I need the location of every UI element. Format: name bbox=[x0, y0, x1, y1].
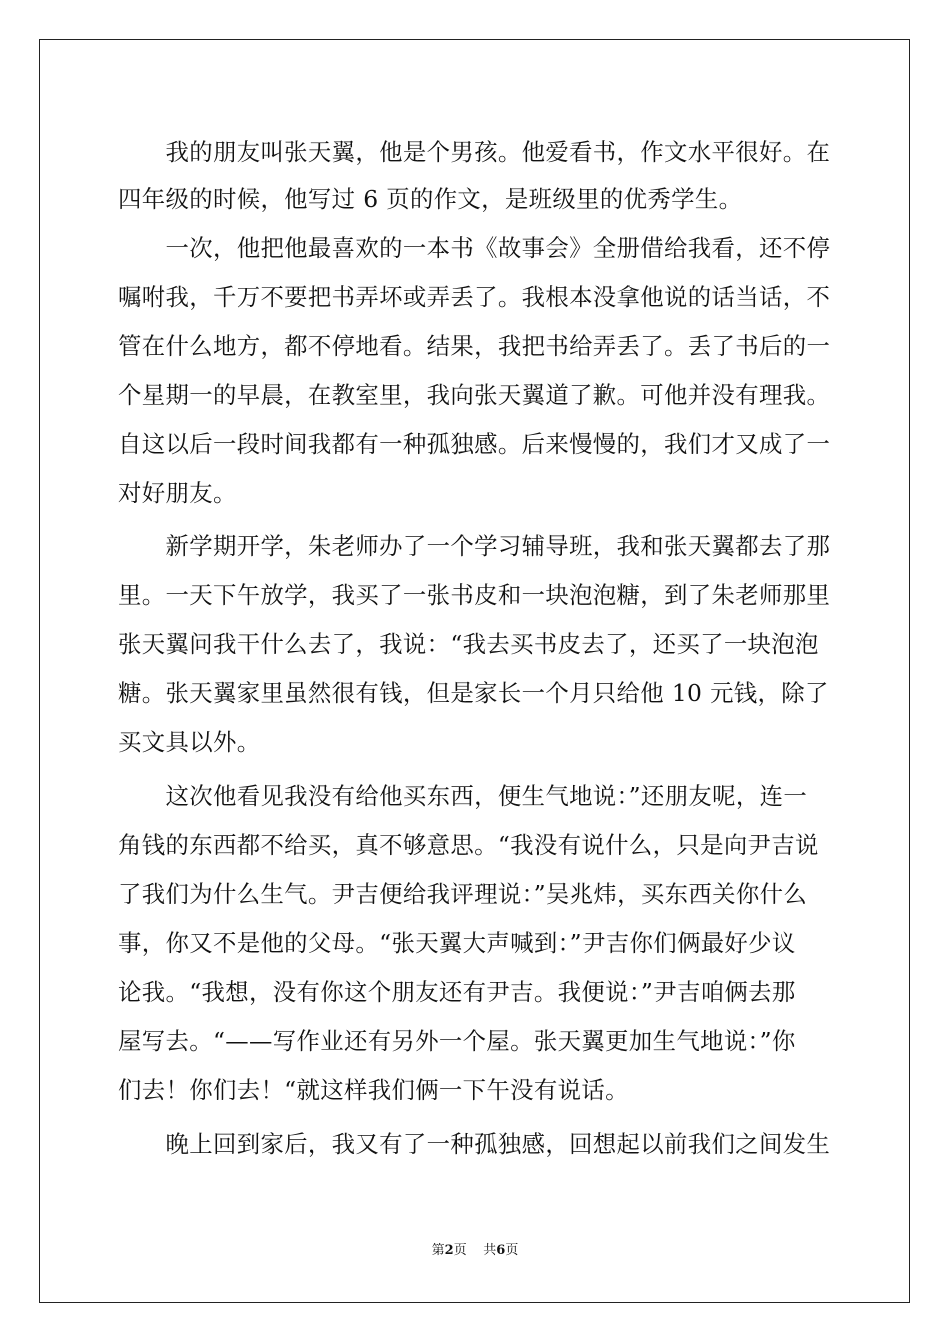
total-suffix: 页 bbox=[505, 1243, 519, 1258]
page-current: 2 bbox=[444, 1243, 454, 1258]
text-line: 新学期开学，朱老师办了一个学习辅导班，我和张天翼都去了那 bbox=[118, 532, 831, 560]
text-line: 张天翼问我干什么去了，我说：“我去买书皮去了，还买了一块泡泡 bbox=[118, 630, 819, 658]
text-line: 一次，他把他最喜欢的一本书《故事会》全册借给我看，还不停 bbox=[118, 234, 831, 262]
text-line: 们去！你们去！“就这样我们俩一下午没有说话。 bbox=[118, 1076, 629, 1104]
text-line: 嘱咐我，千万不要把书弄坏或弄丢了。我根本没拿他说的话当话，不 bbox=[118, 283, 831, 311]
text-line: 晚上回到家后，我又有了一种孤独感，回想起以前我们之间发生 bbox=[118, 1130, 831, 1158]
text-line: 买文具以外。 bbox=[118, 728, 261, 756]
page-border bbox=[39, 39, 910, 1303]
text-line: 个星期一的早晨，在教室里，我向张天翼道了歉。可他并没有理我。 bbox=[118, 381, 831, 409]
total-prefix: 共 bbox=[483, 1243, 497, 1258]
text-line: 里。一天下午放学，我买了一张书皮和一块泡泡糖，到了朱老师那里 bbox=[118, 581, 831, 609]
text-line: 我的朋友叫张天翼，他是个男孩。他爱看书，作文水平很好。在 bbox=[118, 138, 831, 166]
page-footer bbox=[0, 1243, 950, 1259]
text-line: 这次他看见我没有给他买东西，便生气地说：”还朋友呢，连一 bbox=[118, 782, 808, 810]
text-line: 角钱的东西都不给买，真不够意思。“我没有说什么，只是向尹吉说 bbox=[118, 831, 819, 859]
text-line: 四年级的时候，他写过 6 页的作文，是班级里的优秀学生。 bbox=[118, 185, 743, 213]
text-line: 论我。“我想，没有你这个朋友还有尹吉。我便说：”尹吉咱俩去那 bbox=[118, 978, 796, 1006]
text-line: 屋写去。“——写作业还有另外一个屋。张天翼更加生气地说：”你 bbox=[118, 1027, 796, 1055]
page-total: 6 bbox=[496, 1243, 506, 1258]
text-line: 自这以后一段时间我都有一种孤独感。后来慢慢的，我们才又成了一 bbox=[118, 430, 831, 458]
text-line: 事，你又不是他的父母。“张天翼大声喊到：”尹吉你们俩最好少议 bbox=[118, 929, 796, 957]
text-line: 了我们为什么生气。尹吉便给我评理说：”吴兆炜，买东西关你什么 bbox=[118, 880, 808, 908]
page-suffix: 页 bbox=[453, 1243, 467, 1258]
text-line: 糖。张天翼家里虽然很有钱，但是家长一个月只给他 10 元钱，除了 bbox=[118, 679, 829, 707]
page-prefix: 第 bbox=[431, 1243, 445, 1258]
text-line: 管在什么地方，都不停地看。结果，我把书给弄丢了。丢了书后的一 bbox=[118, 332, 831, 360]
text-line: 对好朋友。 bbox=[118, 479, 237, 507]
